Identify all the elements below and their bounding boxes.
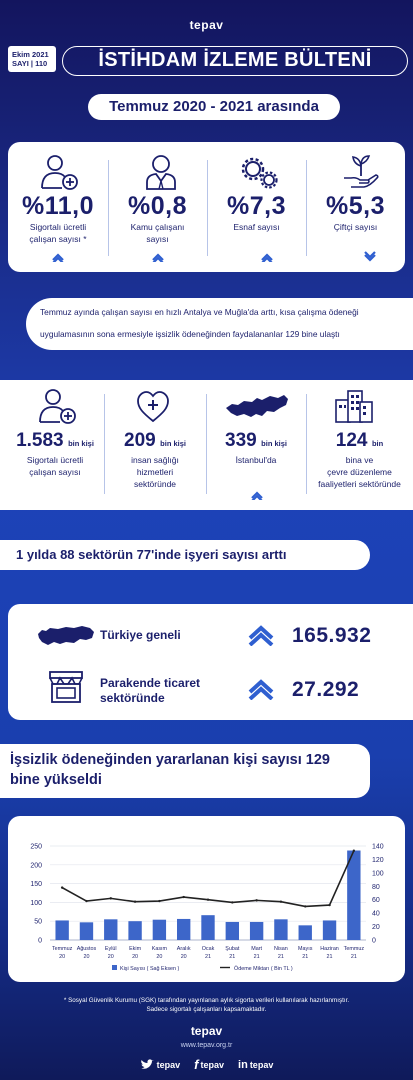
health-heart-icon <box>136 390 170 424</box>
figure-construction <box>306 430 413 490</box>
workplace-retail-label <box>100 676 200 706</box>
x-axis-tick-label: 20 <box>180 954 187 960</box>
right-axis-tick-label: 0 <box>372 937 376 945</box>
figure-label: İstanbul'da <box>235 455 277 465</box>
figure-value: 209 <box>124 430 156 451</box>
x-axis-tick-label: 21 <box>350 954 357 960</box>
public-employee-icon <box>144 154 178 190</box>
stat-tradesmen <box>207 192 306 233</box>
x-axis-tick-label: Şubat <box>225 946 240 952</box>
x-axis-tick-label: Ağustos <box>76 946 97 952</box>
payment-point <box>280 901 282 903</box>
social-links <box>0 1057 413 1072</box>
figure-label: insan sağlığı <box>131 455 179 465</box>
chart-bar <box>80 922 93 940</box>
x-axis-tick-label: 21 <box>277 954 284 960</box>
x-axis-tick-label: 20 <box>132 954 139 960</box>
payment-point <box>158 900 160 902</box>
stat-value: %11,0 <box>21 192 94 220</box>
left-axis-tick-label: 250 <box>30 843 42 851</box>
legend-label: Kişi Sayısı ( Sağ Eksen ) <box>120 966 180 972</box>
x-axis-tick-label: Kasım <box>151 946 168 952</box>
workplace-label: sektöründe <box>100 691 165 705</box>
stat-label: Çiftçi sayısı <box>333 222 378 232</box>
figure-insured <box>6 430 104 478</box>
figure-label: çevre düzenleme <box>327 467 392 477</box>
stat-value: %0,8 <box>128 192 187 220</box>
social-label: tepav <box>200 1059 225 1070</box>
figure-value: 339 <box>225 430 257 451</box>
turkey-map-icon <box>36 624 96 648</box>
x-axis-tick-label: Mayıs <box>298 946 313 952</box>
right-axis-tick-label: 100 <box>372 870 384 878</box>
twitter-link[interactable] <box>140 1057 181 1072</box>
increase-arrow-icon <box>246 624 276 646</box>
social-label: tepav <box>156 1059 181 1070</box>
heading-line: bine yükseldi <box>10 772 102 788</box>
decrease-arrow-icon <box>363 251 377 262</box>
page-title: İSTİHDAM İZLEME BÜLTENİ <box>62 46 408 76</box>
workplaces-card <box>8 604 413 720</box>
stat-public-employees <box>108 192 207 245</box>
right-axis-tick-label: 80 <box>372 883 380 891</box>
payment-point <box>182 896 184 898</box>
footer-brand[interactable]: tepav <box>190 1024 223 1038</box>
figure-unit: bin <box>371 439 384 448</box>
footnote-line: Sadece sigortalı çalışanları kapsamaktadır. <box>146 1006 267 1013</box>
payment-point <box>85 900 87 902</box>
figure-health <box>104 430 206 490</box>
period-subtitle: Temmuz 2020 - 2021 arasında <box>88 94 340 120</box>
left-axis-tick-label: 200 <box>30 862 42 870</box>
figures-card <box>0 380 413 510</box>
figure-label: bina ve <box>345 455 374 465</box>
figure-istanbul <box>206 430 306 466</box>
chart-bar <box>128 921 141 940</box>
stat-value: %5,3 <box>326 192 385 220</box>
chart-bar <box>153 920 166 940</box>
chart-bar <box>323 920 336 940</box>
left-axis-tick-label: 0 <box>38 937 42 945</box>
figure-unit: bin kişi <box>160 439 186 448</box>
figure-label: Sigortalı ücretli <box>26 455 84 465</box>
chart-bar <box>250 922 263 940</box>
x-axis-tick-label: Haziran <box>320 946 339 952</box>
stat-label: çalışan sayısı * <box>29 234 87 244</box>
buildings-icon <box>334 388 374 424</box>
workplace-label: Türkiye geneli <box>100 628 181 642</box>
figure-label: sektöründe <box>133 479 177 489</box>
right-axis-tick-label: 140 <box>372 843 384 851</box>
legend-swatch-bars <box>112 965 117 970</box>
payment-point <box>207 899 209 901</box>
workplaces-heading: 1 yılda 88 sektörün 77'inde işyeri sayısı arttı <box>0 540 370 570</box>
increase-arrow-icon <box>260 252 274 262</box>
stat-value: %7,3 <box>227 192 286 220</box>
payment-point <box>353 850 355 852</box>
payment-point <box>231 901 233 903</box>
x-axis-tick-label: 21 <box>326 954 333 960</box>
twitter-icon <box>140 1059 154 1070</box>
increase-arrow-icon <box>151 252 165 262</box>
stat-label: Kamu çalışanı <box>130 222 185 232</box>
stats-card <box>8 142 405 272</box>
unemployment-heading <box>0 744 370 798</box>
chart-bar <box>177 919 190 940</box>
x-axis-tick-label: 21 <box>302 954 309 960</box>
payment-point <box>61 886 63 888</box>
footer-url[interactable]: www.tepav.org.tr <box>180 1042 233 1049</box>
x-axis-tick-label: 20 <box>83 954 90 960</box>
x-axis-tick-label: Temmuz <box>51 946 73 952</box>
note-line: Temmuz ayında çalışan sayısı en hızlı Antalya ve Muğla'da arttı, kısa çalışma ödeneği <box>40 307 359 317</box>
payment-point <box>255 899 257 901</box>
x-axis-tick-label: Nisan <box>274 946 288 952</box>
left-axis-tick-label: 50 <box>34 918 42 926</box>
right-axis-tick-label: 60 <box>372 897 380 905</box>
unemployment-chart <box>8 816 405 982</box>
payment-point <box>110 897 112 899</box>
left-axis-tick-label: 150 <box>30 881 42 889</box>
figure-unit: bin kişi <box>261 439 287 448</box>
figure-label: çalışan sayısı <box>29 467 81 477</box>
x-axis-tick-label: 20 <box>59 954 66 960</box>
payment-point <box>304 905 306 907</box>
stat-label: sayısı <box>146 234 169 244</box>
summary-note <box>26 298 413 350</box>
x-axis-tick-label: Aralık <box>176 946 191 952</box>
plant-hand-icon <box>342 154 380 190</box>
x-axis-tick-label: Temmuz <box>343 946 365 952</box>
gears-icon <box>240 156 280 190</box>
chart-bar <box>347 851 360 940</box>
increase-arrow-icon <box>250 490 264 500</box>
figure-label: hizmetleri <box>136 467 174 477</box>
chart-bar <box>104 919 117 940</box>
workplace-value: 27.292 <box>292 678 360 701</box>
stat-label: Esnaf sayısı <box>233 222 280 232</box>
chart-bar <box>274 919 287 940</box>
chart-bar <box>299 925 312 940</box>
x-axis-tick-label: 20 <box>107 954 114 960</box>
payment-point <box>328 904 330 906</box>
facebook-link[interactable] <box>194 1057 224 1072</box>
linkedin-link[interactable] <box>238 1057 273 1072</box>
x-axis-tick-label: Ocak <box>201 946 215 952</box>
issue-number: SAYI | 110 <box>12 59 48 68</box>
stat-insured <box>8 192 108 245</box>
chart-bar <box>226 922 239 940</box>
istanbul-map-icon <box>224 392 290 420</box>
facebook-icon: f <box>194 1057 199 1072</box>
insured-worker-icon <box>40 154 80 190</box>
figure-value: 1.583 <box>16 430 64 451</box>
store-icon <box>48 670 84 704</box>
issue-date: Ekim 2021 <box>12 50 49 59</box>
issue-badge <box>8 46 56 72</box>
social-label: tepav <box>249 1059 274 1070</box>
brand-logo[interactable]: tepav <box>189 18 224 32</box>
chart-bar <box>201 915 214 940</box>
x-axis-tick-label: 20 <box>156 954 163 960</box>
stat-farmers <box>306 192 405 233</box>
x-axis-tick-label: 21 <box>205 954 211 960</box>
unemployment-chart-card <box>8 816 405 982</box>
footnote-line: * Sosyal Güvenlik Kurumu (SGK) tarafından yayınlanan aylık sigorta verileri kullanılarak hazırlanmıştır. <box>63 997 350 1004</box>
workplace-value: 165.932 <box>292 624 372 647</box>
increase-arrow-icon <box>246 678 276 700</box>
insured-worker-icon <box>38 388 78 424</box>
x-axis-tick-label: 21 <box>229 954 236 960</box>
figure-label: faaliyetleri sektöründe <box>318 479 401 489</box>
workplace-label: Parakende ticaret <box>100 676 201 690</box>
figure-value: 124 <box>335 430 368 451</box>
right-axis-tick-label: 20 <box>372 924 380 932</box>
x-axis-tick-label: Ekim <box>129 946 142 952</box>
figure-unit: bin kişi <box>68 439 94 448</box>
x-axis-tick-label: 21 <box>253 954 260 960</box>
x-axis-tick-label: Eylül <box>104 946 117 952</box>
linkedin-icon: in <box>238 1058 248 1071</box>
left-axis-tick-label: 100 <box>30 899 42 907</box>
note-line: uygulamasının sona ermesiyle işsizlik ödeneğinden faydalananlar 129 bine ulaştı <box>40 329 340 339</box>
payment-line <box>62 851 354 907</box>
heading-line: İşsizlik ödeneğinden yararlanan kişi sayısı 129 <box>10 752 330 768</box>
right-axis-tick-label: 40 <box>372 910 380 918</box>
chart-bar <box>55 920 68 940</box>
payment-point <box>134 901 136 903</box>
stat-label: Sigortalı ücretli <box>29 222 87 232</box>
increase-arrow-icon <box>51 252 65 262</box>
right-axis-tick-label: 120 <box>372 856 384 864</box>
x-axis-tick-label: Mart <box>251 946 263 952</box>
legend-label: Ödeme Miktarı ( Bin TL ) <box>234 966 293 972</box>
footnote <box>0 996 413 1014</box>
